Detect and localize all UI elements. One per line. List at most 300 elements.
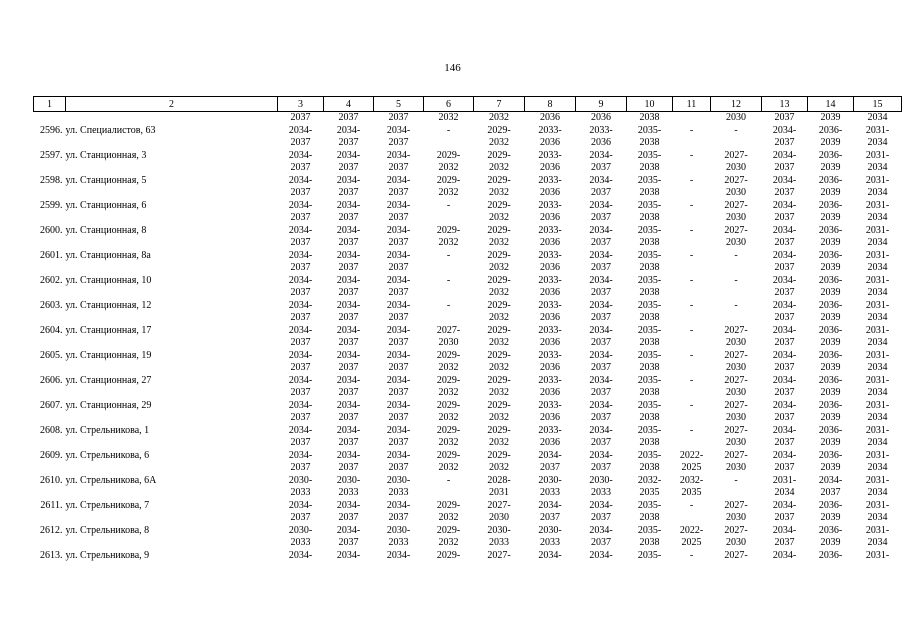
table-cell: 2034- — [772, 174, 797, 186]
record-number: 2610. — [40, 474, 63, 486]
table-cell: 2037 — [338, 462, 359, 473]
table-cell: - — [446, 274, 451, 286]
table-cell — [711, 312, 762, 325]
table-cell: 2034- — [386, 199, 411, 211]
page-number: 146 — [444, 62, 461, 74]
table-cell: 2038 — [639, 362, 660, 373]
table-cell: 2034- — [772, 224, 797, 236]
table-cell: 2039 — [820, 312, 841, 323]
table-body — [34, 112, 902, 563]
table-cell: 2027- — [724, 374, 748, 386]
table-cell: 2030 — [726, 437, 746, 448]
table-cell — [673, 187, 711, 200]
table-cell: 2032- — [637, 474, 662, 486]
table-cell: 2037 — [591, 312, 611, 323]
table-cell: 2034- — [589, 549, 613, 561]
table-cell: 2034- — [386, 249, 411, 261]
table-cell: 2038 — [639, 137, 660, 148]
record-number: 2601. — [40, 249, 63, 261]
table-cell: 2031 — [489, 487, 509, 498]
table-cell — [424, 487, 474, 500]
table-row-continuation — [34, 487, 902, 500]
record-address: ул. Специалистов, 63 — [65, 124, 156, 136]
table-cell: 2033- — [538, 374, 562, 386]
table-cell: 2034- — [772, 199, 797, 211]
table-row — [34, 400, 902, 413]
table-cell — [673, 362, 711, 375]
table-cell: 2038 — [639, 312, 660, 323]
table-cell: 2036 — [540, 137, 560, 148]
table-cell: 2032 — [438, 112, 459, 123]
table-cell — [66, 462, 278, 475]
table-cell — [673, 387, 711, 400]
table-cell: 2030 — [726, 212, 746, 223]
table-cell: 2039 — [820, 187, 841, 198]
table-cell: 2034 — [867, 337, 888, 348]
table-cell: 2034- — [288, 349, 313, 361]
table-cell: 2034- — [772, 149, 797, 161]
table-cell: - — [689, 549, 694, 561]
table-cell: 2034- — [386, 224, 411, 236]
table-cell: 2034- — [772, 374, 797, 386]
table-cell: 2027- — [724, 349, 748, 361]
table-cell: 2027- — [724, 499, 748, 511]
table-cell: 2034- — [288, 424, 313, 436]
table-cell: 2033 — [540, 537, 560, 548]
table-cell: 2034 — [867, 387, 888, 398]
table-cell: 2031- — [865, 324, 890, 336]
table-cell: 2037 — [338, 137, 359, 148]
table-row — [34, 175, 902, 188]
column-header: 11 — [673, 97, 711, 112]
table-cell: 2034- — [336, 449, 361, 461]
table-row — [34, 500, 902, 513]
table-cell: 2039 — [820, 287, 841, 298]
table-cell: - — [446, 124, 451, 136]
table-cell: 2036 — [540, 162, 560, 173]
table-cell — [424, 287, 474, 300]
table-cell: 2034- — [288, 124, 313, 136]
table-cell: 2037 — [338, 112, 359, 123]
table-cell: 2034- — [288, 199, 313, 211]
column-header: 1 — [34, 97, 66, 112]
table-cell: 2036- — [818, 199, 843, 211]
table-cell — [66, 512, 278, 525]
table-cell: 2036- — [818, 549, 843, 561]
table-cell: 2037 — [774, 362, 795, 373]
table-cell: 2036 — [540, 187, 560, 198]
table-cell: 2034 — [867, 262, 888, 273]
table-cell: 2027- — [724, 199, 748, 211]
table-cell: 2034- — [288, 249, 313, 261]
table-cell: 2033- — [538, 149, 562, 161]
table-cell: - — [689, 274, 694, 286]
table-cell: 2022- — [679, 524, 704, 536]
table-cell: 2031- — [865, 199, 890, 211]
table-cell: 2037 — [774, 162, 795, 173]
table-cell: 2037 — [338, 387, 359, 398]
table-cell: 2032 — [489, 187, 509, 198]
table-cell: 2034- — [818, 474, 843, 486]
table-cell — [673, 412, 711, 425]
table-cell: 2034- — [589, 399, 613, 411]
table-cell: 2034- — [288, 274, 313, 286]
table-cell: 2036- — [818, 174, 843, 186]
table-cell: 2034- — [288, 399, 313, 411]
table-cell: 2034- — [772, 249, 797, 261]
table-cell: 2034 — [867, 462, 888, 473]
table-row-continuation — [34, 512, 902, 525]
table-cell — [34, 212, 66, 225]
table-cell: 2027- — [487, 549, 511, 561]
table-row-continuation — [34, 537, 902, 550]
table-cell: 2037 — [774, 512, 795, 523]
table-cell: 2037 — [591, 387, 611, 398]
table-cell: 2029- — [487, 299, 511, 311]
table-cell: - — [689, 124, 694, 136]
table-cell: 2034- — [336, 224, 361, 236]
table-cell: 2034- — [538, 549, 562, 561]
table-cell: 2038 — [639, 212, 660, 223]
table-cell: 2037 — [774, 112, 795, 123]
table-cell: 2034- — [772, 274, 797, 286]
record-number: 2613. — [40, 549, 63, 561]
table-cell: 2034 — [867, 537, 888, 548]
table-cell: 2034 — [867, 312, 888, 323]
table-cell: 2027- — [724, 449, 748, 461]
table-cell: 2034- — [589, 249, 613, 261]
table-cell — [34, 462, 66, 475]
table-cell — [34, 112, 66, 125]
table-cell: - — [689, 324, 694, 336]
table-cell: 2037 — [388, 287, 409, 298]
table-cell: 2033- — [538, 424, 562, 436]
table-cell: 2037 — [774, 537, 795, 548]
table-cell: 2030 — [726, 187, 746, 198]
table-cell: 2029- — [487, 124, 511, 136]
table-cell: 2037 — [591, 362, 611, 373]
table-row — [34, 375, 902, 388]
table-cell: 2034- — [538, 499, 562, 511]
table-cell: 2034- — [538, 449, 562, 461]
table-cell: 2033- — [538, 274, 562, 286]
table-cell: 2033 — [290, 487, 311, 498]
table-cell: 2037 — [774, 262, 795, 273]
table-cell: 2037 — [388, 437, 409, 448]
table-cell: 2036- — [818, 324, 843, 336]
table-cell: 2034- — [589, 299, 613, 311]
table-cell: 2035- — [637, 199, 662, 211]
table-cell: 2039 — [820, 212, 841, 223]
table-cell: 2036 — [540, 362, 560, 373]
table-cell: 2030- — [589, 474, 613, 486]
table-cell: 2035- — [637, 224, 662, 236]
table-cell: 2032 — [438, 162, 459, 173]
table-row-continuation — [34, 387, 902, 400]
table-cell: 2036 — [540, 337, 560, 348]
table-cell — [711, 287, 762, 300]
table-cell: 2030- — [538, 524, 562, 536]
record-address: ул. Стрельникова, 9 — [65, 549, 150, 561]
table-cell: 2032 — [438, 512, 459, 523]
table-row-continuation — [34, 437, 902, 450]
record-address: ул. Станционная, 12 — [65, 299, 152, 311]
table-cell: 2027- — [724, 149, 748, 161]
table-cell: 2032 — [438, 237, 459, 248]
table-cell — [66, 362, 278, 375]
table-cell: 2037 — [338, 162, 359, 173]
table-cell: 2027- — [724, 324, 748, 336]
table-cell — [66, 537, 278, 550]
table-cell: - — [734, 124, 738, 136]
table-cell: 2035 — [639, 487, 660, 498]
table-cell — [424, 212, 474, 225]
table-row — [34, 125, 902, 138]
table-cell: 2035- — [637, 424, 662, 436]
table-cell: 2034- — [772, 449, 797, 461]
table-cell: 2034- — [336, 349, 361, 361]
table-cell: 2029- — [487, 249, 511, 261]
table-cell: 2029- — [436, 424, 461, 436]
table-cell: 2034- — [336, 149, 361, 161]
table-cell: 2037 — [338, 512, 359, 523]
record-number: 2599. — [40, 199, 63, 211]
record-number: 2606. — [40, 374, 63, 386]
table-cell: 2025 — [681, 537, 702, 548]
table-cell: 2034 — [867, 512, 888, 523]
table-cell: 2034- — [336, 299, 361, 311]
table-cell: 2034 — [867, 237, 888, 248]
table-cell: 2037 — [388, 212, 409, 223]
table-cell: 2034- — [589, 224, 613, 236]
table-cell: - — [689, 399, 694, 411]
table-cell: 2034- — [386, 499, 411, 511]
table-cell: - — [446, 199, 451, 211]
table-cell: 2037 — [591, 212, 611, 223]
table-cell: 2029- — [436, 524, 461, 536]
table-cell: 2029- — [436, 349, 461, 361]
table-cell: 2037 — [388, 312, 409, 323]
table-cell: 2030 — [726, 237, 746, 248]
table-cell: 2034- — [386, 274, 411, 286]
table-cell: 2037 — [774, 387, 795, 398]
table-cell: 2034- — [772, 324, 797, 336]
table-cell: - — [689, 299, 694, 311]
column-header: 10 — [627, 97, 673, 112]
table-cell — [34, 237, 66, 250]
table-cell — [34, 287, 66, 300]
table-cell: 2030 — [726, 112, 746, 123]
table-cell: 2027- — [724, 549, 748, 561]
table-cell: 2034- — [386, 149, 411, 161]
table-cell: 2031- — [865, 424, 890, 436]
table-cell — [66, 287, 278, 300]
table-cell: 2034- — [386, 399, 411, 411]
table-cell: 2037 — [388, 337, 409, 348]
table-cell: 2039 — [820, 387, 841, 398]
table-cell: 2039 — [820, 262, 841, 273]
table-row — [34, 225, 902, 238]
table-cell: 2037 — [388, 237, 409, 248]
table-cell: 2037 — [591, 337, 611, 348]
table-cell: 2037 — [290, 387, 311, 398]
table-cell: 2037 — [388, 187, 409, 198]
table-cell: 2034- — [288, 549, 313, 561]
table-cell: 2025 — [681, 462, 702, 473]
table-cell: 2037 — [774, 312, 795, 323]
table-cell: 2029- — [436, 374, 461, 386]
table-cell: 2034- — [288, 324, 313, 336]
table-cell: 2032 — [438, 412, 459, 423]
table-cell: 2034- — [589, 199, 613, 211]
table-cell: 2034- — [288, 149, 313, 161]
table-cell: 2029- — [487, 224, 511, 236]
table-cell: 2038 — [639, 537, 660, 548]
table-cell: 2032 — [438, 387, 459, 398]
table-cell: 2034- — [772, 349, 797, 361]
table-cell: 2037 — [540, 462, 560, 473]
record-address: ул. Станционная, 29 — [65, 399, 152, 411]
table-cell: 2037 — [774, 287, 795, 298]
table-cell: 2035- — [637, 124, 662, 136]
table-cell — [711, 487, 762, 500]
record-number: 2609. — [40, 449, 63, 461]
table-cell: 2032 — [489, 387, 509, 398]
table-cell: 2029- — [436, 174, 461, 186]
table-cell: 2037 — [591, 162, 611, 173]
table-cell: 2033- — [538, 224, 562, 236]
table-cell: 2034 — [867, 212, 888, 223]
table-cell: 2031- — [865, 349, 890, 361]
table-cell: 2038 — [639, 412, 660, 423]
table-row — [34, 450, 902, 463]
table-cell: 2038 — [639, 262, 660, 273]
table-cell: 2033- — [538, 349, 562, 361]
table-cell — [673, 437, 711, 450]
table-cell: - — [734, 274, 738, 286]
table-cell — [66, 487, 278, 500]
table-cell: 2037 — [820, 487, 841, 498]
table-cell: 2030- — [288, 524, 313, 536]
table-cell: 2030- — [487, 524, 511, 536]
table-cell: 2037 — [338, 412, 359, 423]
table-cell: 2038 — [639, 512, 660, 523]
record-address: ул. Стрельникова, 6 — [65, 449, 150, 461]
table-cell: 2039 — [820, 537, 841, 548]
table-cell: 2034- — [386, 449, 411, 461]
table-cell: 2036- — [818, 224, 843, 236]
table-cell: 2029- — [487, 199, 511, 211]
table-cell: 2030- — [386, 474, 411, 486]
table-cell: 2029- — [487, 174, 511, 186]
table-cell: 2031- — [865, 149, 890, 161]
table-cell: 2030 — [726, 337, 746, 348]
table-cell: 2034- — [336, 374, 361, 386]
table-cell: 2030 — [489, 512, 509, 523]
table-cell: 2037 — [290, 362, 311, 373]
table-cell: 2036- — [818, 274, 843, 286]
table-cell: 2033 — [388, 487, 409, 498]
record-address: ул. Станционная, 8а — [65, 249, 151, 261]
table-cell: 2033 — [338, 487, 359, 498]
table-cell: 2032 — [489, 237, 509, 248]
column-header: 7 — [474, 97, 525, 112]
table-cell: 2031- — [865, 399, 890, 411]
table-cell: 2036- — [818, 424, 843, 436]
table-cell — [424, 312, 474, 325]
table-cell: 2032 — [489, 362, 509, 373]
table-cell: 2034- — [336, 174, 361, 186]
table-cell: 2034 — [867, 162, 888, 173]
table-cell: 2032 — [489, 287, 509, 298]
record-number: 2598. — [40, 174, 63, 186]
table-cell — [673, 337, 711, 350]
table-cell — [66, 187, 278, 200]
table-cell: - — [689, 149, 694, 161]
table-cell: - — [446, 249, 451, 261]
table-cell: 2034 — [867, 437, 888, 448]
table-cell: 2029- — [436, 499, 461, 511]
table-cell — [34, 512, 66, 525]
record-address: ул. Станционная, 17 — [65, 324, 152, 336]
table-cell: 2038 — [639, 437, 660, 448]
record-number: 2603. — [40, 299, 63, 311]
table-cell: 2030- — [386, 524, 411, 536]
table-row-continuation — [34, 412, 902, 425]
table-cell: 2035- — [637, 274, 662, 286]
table-cell: 2037 — [290, 162, 311, 173]
record-address: ул. Станционная, 8 — [65, 224, 147, 236]
table-cell: 2033 — [591, 487, 611, 498]
table-row-continuation — [34, 162, 902, 175]
table-cell: 2037 — [591, 187, 611, 198]
table-cell: 2037 — [290, 212, 311, 223]
table-cell — [66, 337, 278, 350]
record-address: ул. Стрельникова, 8 — [65, 524, 150, 536]
table-cell: 2037 — [591, 512, 611, 523]
table-row — [34, 325, 902, 338]
table-cell — [66, 387, 278, 400]
table-cell: 2037 — [591, 412, 611, 423]
table-cell: 2038 — [639, 287, 660, 298]
table-cell: 2039 — [820, 412, 841, 423]
table-cell: 2034- — [589, 424, 613, 436]
table-cell: 2034- — [386, 124, 411, 136]
table-cell: - — [446, 474, 451, 486]
record-address: ул. Станционная, 19 — [65, 349, 152, 361]
column-header: 13 — [762, 97, 808, 112]
table-cell: 2034 — [867, 487, 888, 498]
table-cell: 2029- — [436, 149, 461, 161]
table-cell: 2034- — [288, 174, 313, 186]
table-cell: 2034 — [867, 362, 888, 373]
record-number: 2605. — [40, 349, 63, 361]
table-cell: 2037 — [290, 512, 311, 523]
table-cell — [424, 262, 474, 275]
table-cell: 2037 — [290, 287, 311, 298]
table-cell: 2034- — [336, 524, 361, 536]
table-row — [34, 300, 902, 313]
table-cell: 2032 — [438, 537, 459, 548]
table-cell: - — [689, 174, 694, 186]
table-cell: 2037 — [388, 512, 409, 523]
table-cell: 2034 — [867, 412, 888, 423]
table-cell: 2034- — [589, 449, 613, 461]
table-cell: 2039 — [820, 362, 841, 373]
table-cell: 2037 — [290, 462, 311, 473]
table-cell: 2031- — [865, 524, 890, 536]
record-address: ул. Станционная, 6 — [65, 199, 147, 211]
